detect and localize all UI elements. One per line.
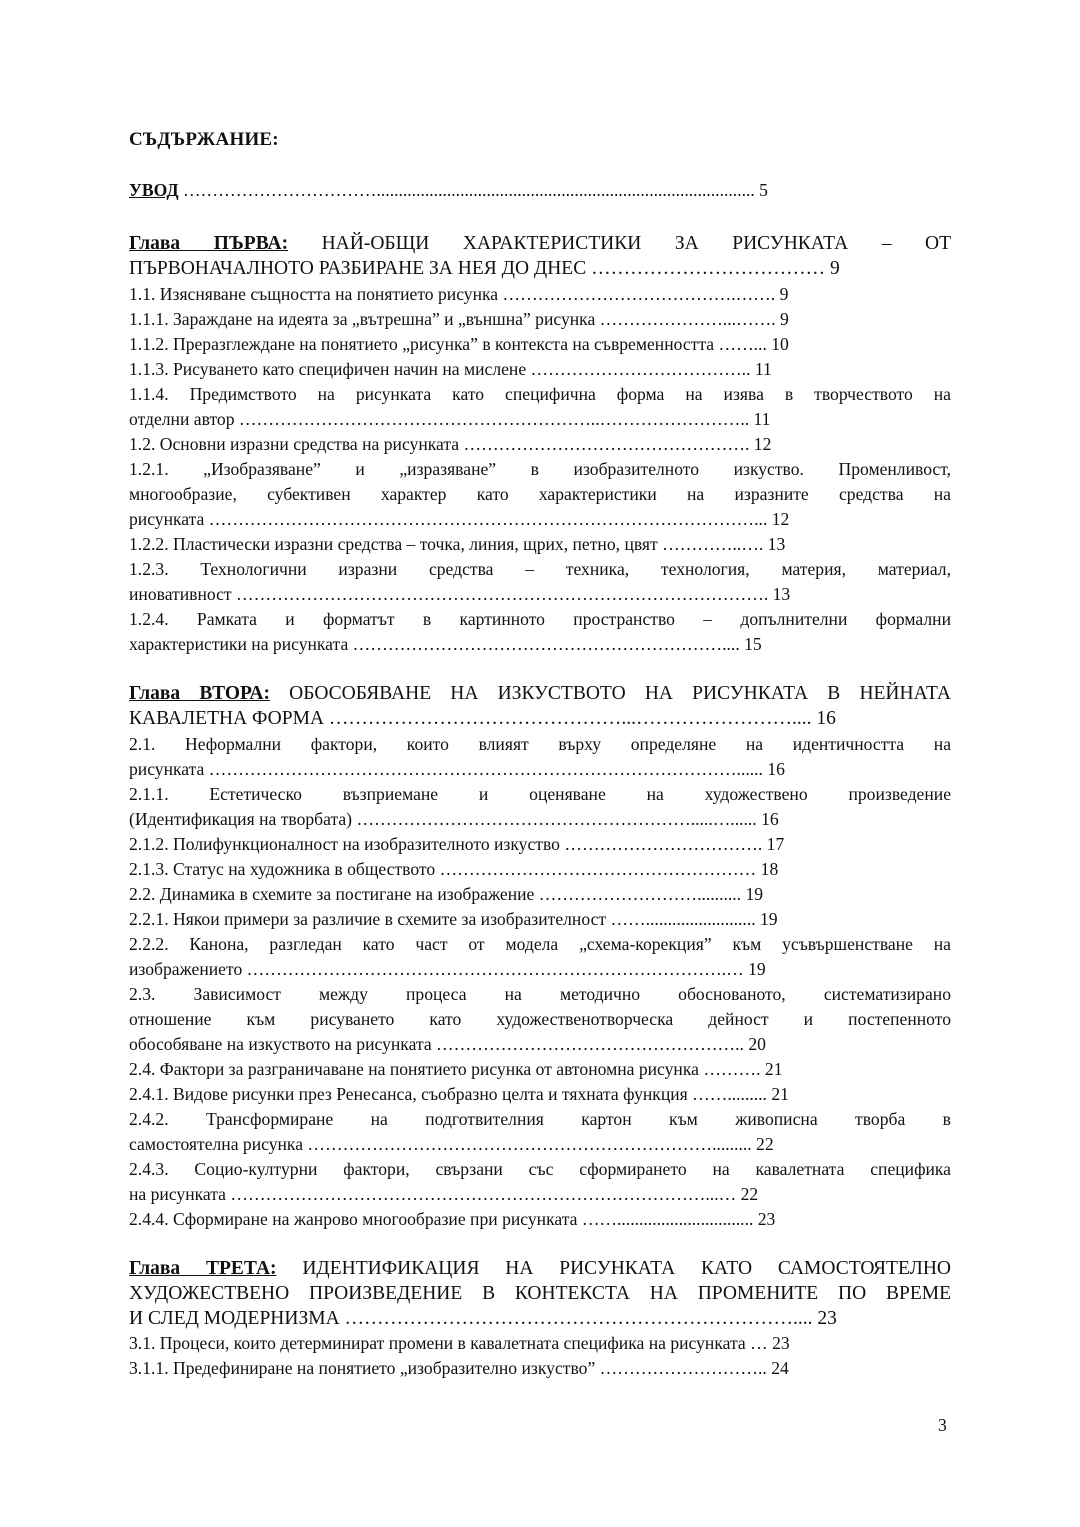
toc-line: 1.1.1. Зараждане на идеята за „вътрешна” и „външна” рисунка …………………...……. 9 <box>129 309 789 329</box>
toc-line: рисунката …………………………………………………………………………………... 12 <box>129 509 790 529</box>
toc-line: 2.1.1. Естетическо възприемане и оценяване на художествено произведение <box>129 784 951 804</box>
toc-line: на рисунката ………………………………………………………………………...… 22 <box>129 1184 759 1204</box>
toc-line: 2.4.2. Трансформиране на подготвителния картон към живописна творба в <box>129 1109 951 1129</box>
toc-title: СЪДЪРЖАНИЕ: <box>129 129 279 150</box>
toc-line: 2.4. Фактори за разграничаване на понятието рисунка от автономна рисунка ………. 21 <box>129 1059 783 1079</box>
toc-line: отношение към рисуването като художественотворческа дейност и постепенното <box>129 1009 951 1029</box>
toc-line: 3.1. Процеси, които детерминират промени в кавалетната специфика на рисунката … 23 <box>129 1333 790 1353</box>
toc-line: изображението ……………………………………………………………………….… 19 <box>129 959 766 979</box>
intro-page: 5 <box>759 180 768 200</box>
toc-line: 1.1.4. Предимството на рисунката като специфична форма на изява в творчеството на <box>129 384 951 404</box>
toc-line: 1.1.2. Преразглеждане на понятието „рисунка” в контекста на съвременността ……... 10 <box>129 334 789 354</box>
toc-line: 2.3. Зависимост между процеса на методично обоснованото, систематизирано <box>129 984 951 1004</box>
toc-line: обособяване на изкуството на рисунката …………………………………………….. 20 <box>129 1034 766 1054</box>
intro-dots: ……………………………...................................................................................... <box>178 180 760 200</box>
chapter-3-line-2: ХУДОЖЕСТВЕНО ПРОИЗВЕДЕНИЕ В КОНТЕКСТА НА ПРОМЕНИТЕ ПО ВРЕМЕ <box>129 1283 951 1304</box>
toc-line: 1.1. Изясняване същността на понятието рисунка ………………………………….……. 9 <box>129 284 789 304</box>
toc-line: (Идентификация на творбата) ………………………………………………….....…...... 16 <box>129 809 779 829</box>
toc-line: 1.2.2. Пластически изразни средства – точка, линия, щрих, петно, цвят …………..…. 13 <box>129 534 786 554</box>
chapter-2-line-2: КАВАЛЕТНА ФОРМА ………………………………………...…………………….... 16 <box>129 708 836 729</box>
toc-line: рисунката ………………………………………………………………………………...... 16 <box>129 759 785 779</box>
toc-line: 2.2. Динамика в схемите за постигане на изображение ……………………….......... 19 <box>129 884 764 904</box>
toc-line: 1.2. Основни изразни средства на рисунката …………………………………………. 12 <box>129 434 772 454</box>
toc-line: 2.2.2. Канона, разгледан като част от модела „схема-корекция” към усъвършенстване на <box>129 934 951 954</box>
chapter-1-label: Глава ПЪРВА: <box>129 233 289 254</box>
toc-line: 1.2.1. „Изобразяване” и „изразяване” в изобразителното изкуство. Променливост, <box>129 459 951 479</box>
chapter-3-label: Глава ТРЕТА: <box>129 1258 277 1279</box>
chapter-2-title-1: ОБОСОБЯВАНЕ НА ИЗКУСТВОТО НА РИСУНКАТА В НЕЙНАТА <box>270 683 951 704</box>
chapter-3-line-3: И СЛЕД МОДЕРНИЗМА …………………………………………………………….... 23 <box>129 1308 837 1329</box>
chapter-2-line-1 <box>129 681 951 706</box>
intro-label: УВОД <box>129 180 179 200</box>
toc-line: иновативност ………………………………………………………………………………. 13 <box>129 584 791 604</box>
toc-intro <box>129 178 951 203</box>
toc-line: 2.4.1. Видове рисунки през Ренесанса, съобразно целта и тяхната функция ……......... 21 <box>129 1084 789 1104</box>
toc-line: 2.1.2. Полифункционалност на изобразителното изкуство ……………………………. 17 <box>129 834 785 854</box>
toc-line: характеристики на рисунката ……………………………………………………….... 15 <box>129 634 762 654</box>
toc-line: самостоятелна рисунка ……………………………………………………………......... 22 <box>129 1134 774 1154</box>
chapter-3-line-1 <box>129 1256 951 1281</box>
chapter-1-line-1 <box>129 231 951 256</box>
page-number: 3 <box>938 1415 947 1435</box>
toc-line: 1.2.4. Рамката и форматът в картинното пространство – допълнителни формални <box>129 609 951 629</box>
toc-line: 3.1.1. Предефиниране на понятието „изобразително изкуство” ……………………….. 24 <box>129 1358 789 1378</box>
toc-line: 2.4.4. Сформиране на жанрово многообразие при рисунката ……............................... 23 <box>129 1209 776 1229</box>
toc-line: 2.2.1. Някои примери за различие в схемите за изобразителност ……......................... 19 <box>129 909 778 929</box>
toc-line: 2.1.3. Статус на художника в обществото ……………………………………………… 18 <box>129 859 779 879</box>
toc-line: многообразие, субективен характер като характеристики на изразните средства на <box>129 484 951 504</box>
toc-line: 1.2.3. Технологични изразни средства – техника, технология, материя, материал, <box>129 559 951 579</box>
chapter-3-title-1: ИДЕНТИФИКАЦИЯ НА РИСУНКАТА КАТО САМОСТОЯТЕЛНО <box>276 1258 951 1279</box>
toc-line: 2.1. Неформални фактори, които влияят върху определяне на идентичността на <box>129 734 951 754</box>
chapter-1-title-1: НАЙ-ОБЩИ ХАРАКТЕРИСТИКИ ЗА РИСУНКАТА – ОТ <box>288 233 951 254</box>
chapter-2-label: Глава ВТОРА: <box>129 683 271 704</box>
toc-line: 2.4.3. Социо-културни фактори, свързани със сформирането на кавалетната специфика <box>129 1159 951 1179</box>
toc-line: отделни автор ……………………………………………………..…………………….. 11 <box>129 409 771 429</box>
chapter-1-line-2: ПЪРВОНАЧАЛНОТО РАЗБИРАНЕ ЗА НЕЯ ДО ДНЕС ……………………………… 9 <box>129 258 840 279</box>
toc-line: 1.1.3. Рисуването като специфичен начин на мислене ……………………………….. 11 <box>129 359 772 379</box>
